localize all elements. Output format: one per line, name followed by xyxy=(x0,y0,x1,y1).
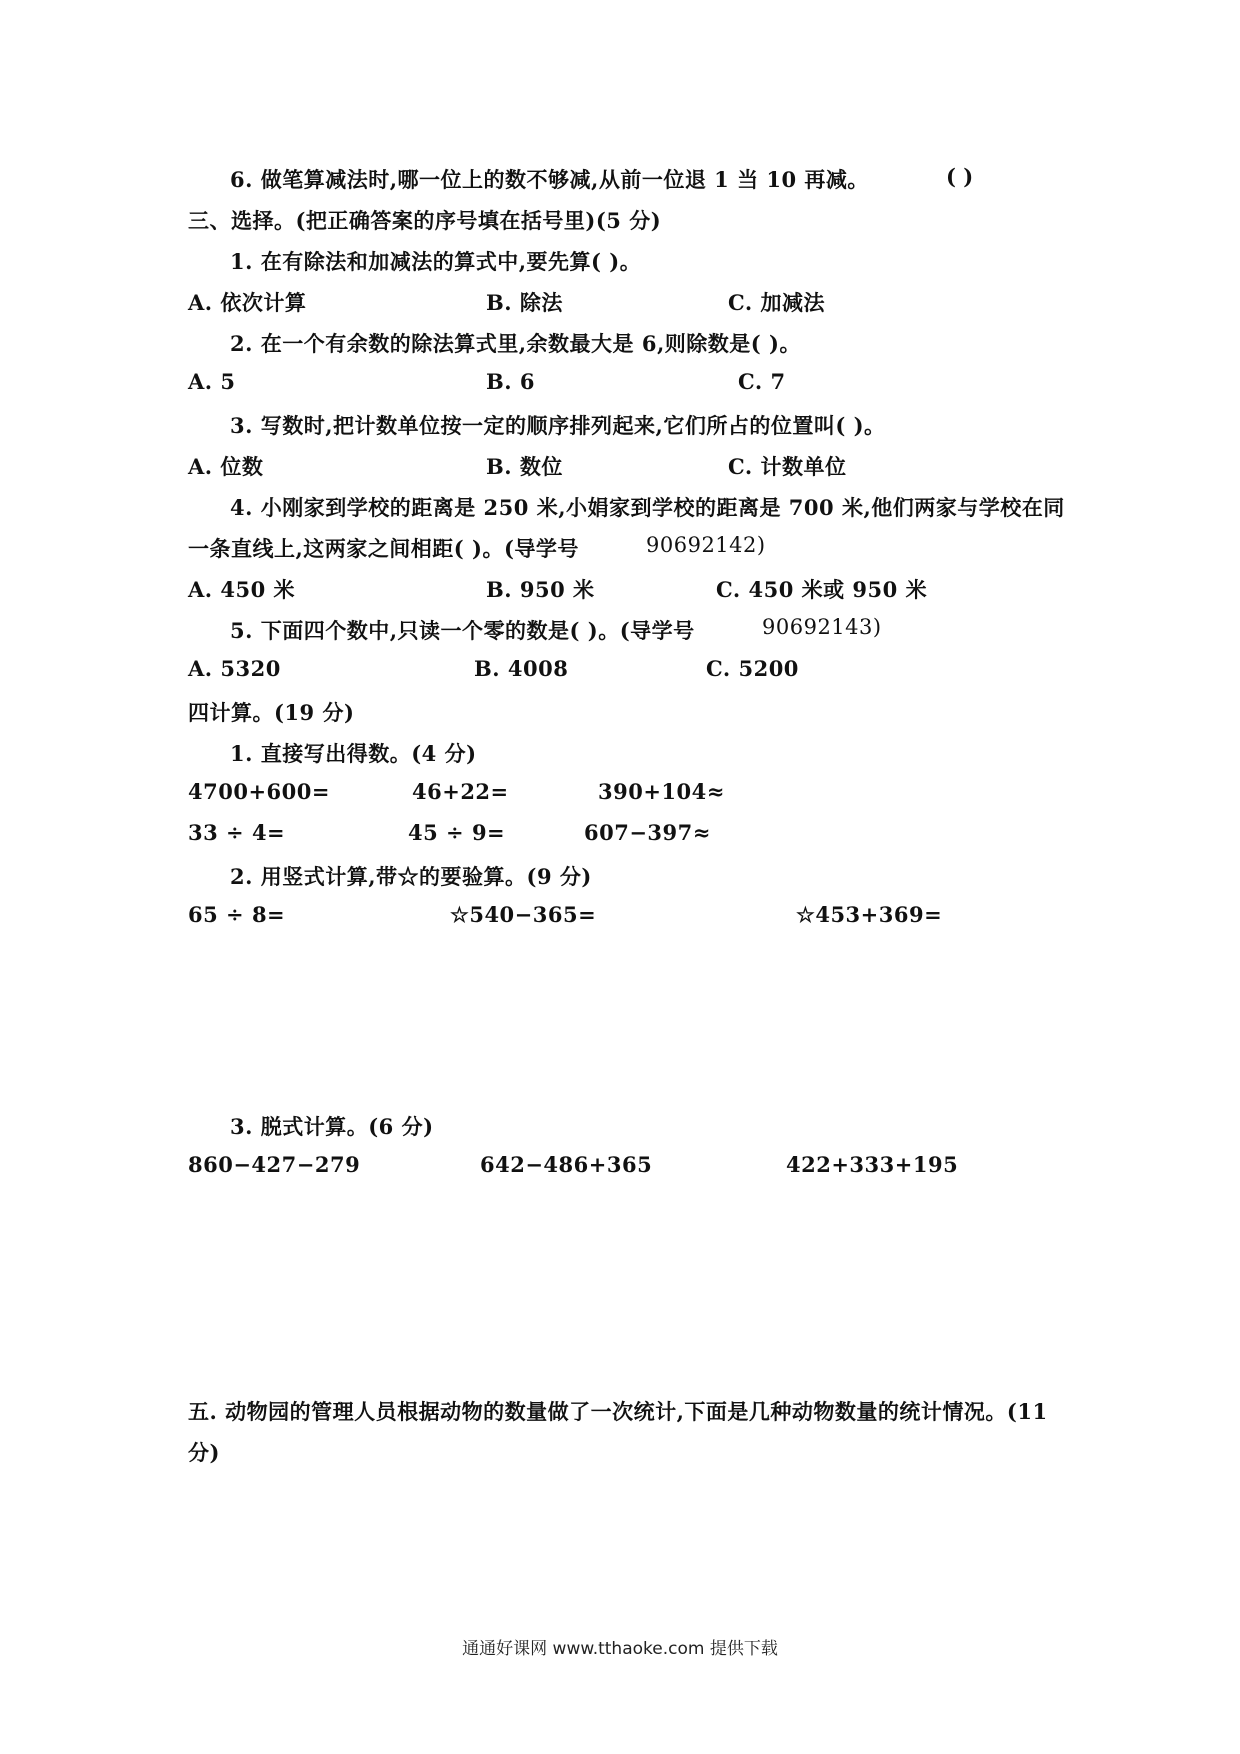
s3-q1-option-b: B. 除法 xyxy=(486,290,563,315)
s3-q3-option-a: A. 位数 xyxy=(188,454,264,479)
s3-q2-option-c: C. 7 xyxy=(738,369,786,394)
s3-q5-guide-number: 90692143) xyxy=(762,615,882,639)
s3-q2-stem: 2. 在一个有余数的除法算式里,余数最大是 6,则除数是( )。 xyxy=(230,331,801,356)
s3-q4-option-a: A. 450 米 xyxy=(188,577,296,602)
s4-p3-item2: 642−486+365 xyxy=(480,1152,653,1177)
section4-title: 四计算。(19 分) xyxy=(188,700,355,725)
s3-q2-option-b: B. 6 xyxy=(486,369,535,394)
s3-q5-option-a: A. 5320 xyxy=(188,656,281,681)
s4-p1-r2-item1: 33 ÷ 4= xyxy=(188,820,286,845)
s4-p3-title: 3. 脱式计算。(6 分) xyxy=(230,1114,434,1139)
s4-p2-item3: ☆453+369= xyxy=(796,902,943,927)
s4-p2-item1: 65 ÷ 8= xyxy=(188,902,286,927)
s3-q4-option-b: B. 950 米 xyxy=(486,577,595,602)
s4-p3-item3: 422+333+195 xyxy=(786,1152,959,1177)
section5-line2: 分) xyxy=(188,1440,220,1465)
s4-p1-r2-item2: 45 ÷ 9= xyxy=(408,820,506,845)
s3-q5-option-b: B. 4008 xyxy=(474,656,569,681)
s3-q4-option-c: C. 450 米或 950 米 xyxy=(716,577,928,602)
s4-p1-r1-item3: 390+104≈ xyxy=(598,779,725,804)
s3-q4-stem-line2: 一条直线上,这两家之间相距( )。(导学号 xyxy=(188,536,579,561)
s4-p2-title: 2. 用竖式计算,带☆的要验算。(9 分) xyxy=(230,864,592,889)
s3-q3-stem: 3. 写数时,把计数单位按一定的顺序排列起来,它们所占的位置叫( )。 xyxy=(230,413,886,438)
section5-line1: 五. 动物园的管理人员根据动物的数量做了一次统计,下面是几种动物数量的统计情况。(11 xyxy=(188,1399,1048,1424)
s3-q5-option-c: C. 5200 xyxy=(706,656,799,681)
s3-q1-stem: 1. 在有除法和加减法的算式中,要先算( )。 xyxy=(230,249,642,274)
s4-p1-r1-item2: 46+22= xyxy=(412,779,509,804)
s4-p1-r1-item1: 4700+600= xyxy=(188,779,330,804)
judge-q6-answer-paren: ( ) xyxy=(946,164,974,189)
s3-q4-guide-number: 90692142) xyxy=(646,533,766,557)
s4-p3-item1: 860−427−279 xyxy=(188,1152,361,1177)
s3-q2-option-a: A. 5 xyxy=(188,369,236,394)
s3-q1-option-c: C. 加减法 xyxy=(728,290,825,315)
s3-q3-option-b: B. 数位 xyxy=(486,454,563,479)
s4-p2-item2: ☆540−365= xyxy=(450,902,597,927)
s3-q4-stem-line1: 4. 小刚家到学校的距离是 250 米,小娟家到学校的距离是 700 米,他们两家与学校在同 xyxy=(230,495,1065,520)
section3-title: 三、选择。(把正确答案的序号填在括号里)(5 分) xyxy=(188,208,662,233)
s3-q1-option-a: A. 依次计算 xyxy=(188,290,307,315)
footer-source: 通通好课网 www.tthaoke.com 提供下载 xyxy=(462,1639,778,1659)
s3-q5-stem: 5. 下面四个数中,只读一个零的数是( )。(导学号 xyxy=(230,618,695,643)
s4-p1-r2-item3: 607−397≈ xyxy=(584,820,711,845)
judge-q6-text: 6. 做笔算减法时,哪一位上的数不够减,从前一位退 1 当 10 再减。 xyxy=(230,167,869,192)
s3-q3-option-c: C. 计数单位 xyxy=(728,454,847,479)
s4-p1-title: 1. 直接写出得数。(4 分) xyxy=(230,741,477,766)
